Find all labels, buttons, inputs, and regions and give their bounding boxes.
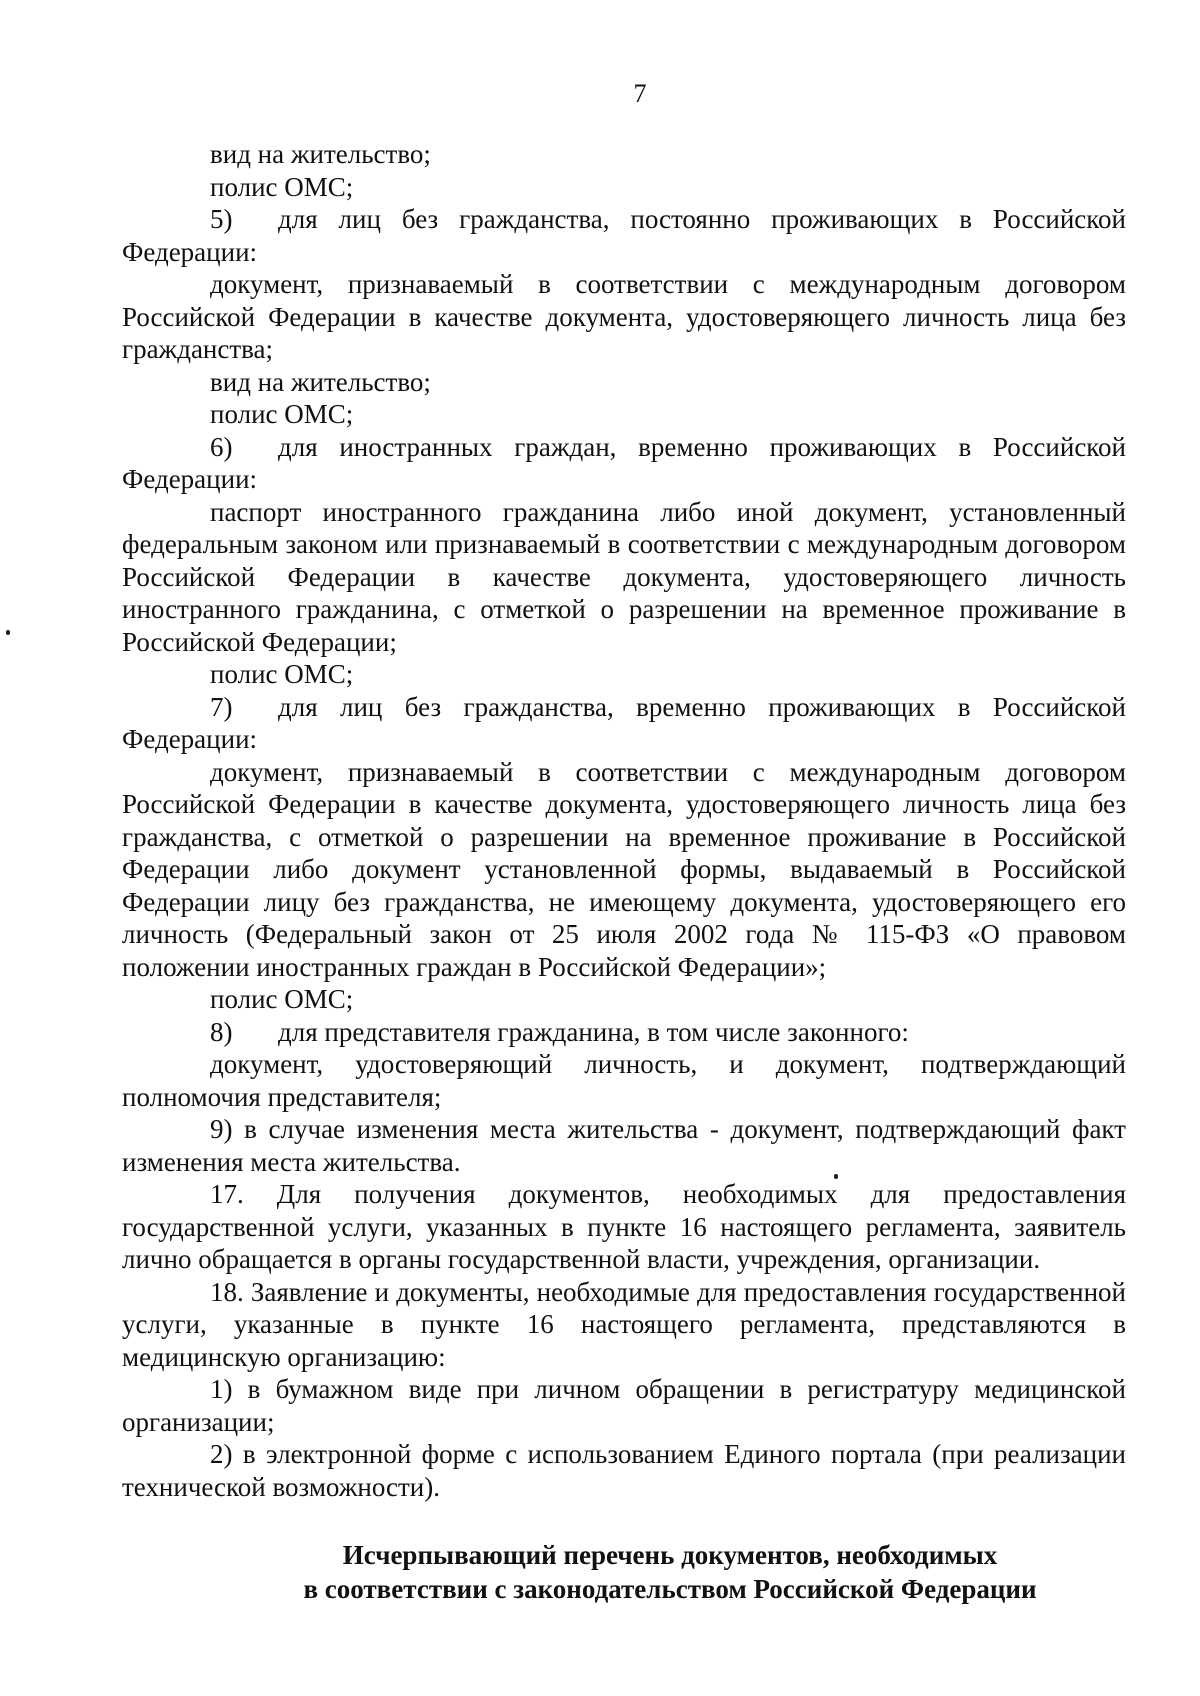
paragraph: 9) в случае изменения места жительства - документ, подтверждающий факт изменения места жительства. — [122, 1114, 1126, 1177]
list-item-text: для иностранных граждан, временно проживающих в Российской Федерации: — [122, 431, 1126, 494]
list-number: 5) — [210, 204, 233, 234]
paragraph: документ, удостоверяющий личность, и документ, подтверждающий полномочия представителя; — [122, 1049, 1126, 1112]
scan-speck — [6, 630, 10, 635]
paragraph: документ, признаваемый в соответствии с международным договором Российской Федерации в качестве документа, удостоверяющего личность лица без гражданства; — [122, 269, 1126, 364]
paragraph: полис ОМС; — [210, 984, 354, 1014]
list-item-text: для лиц без гражданства, временно проживающих в Российской Федерации: — [122, 691, 1126, 754]
page-number: 7 — [633, 79, 647, 108]
paragraph: паспорт иностранного гражданина либо иной документ, установленный федеральным законом или признаваемый в соответствии с международным договором Российской Федерации в качестве документа, удостоверяющего личность иностранного гражданина, с отметкой о разрешении на временное проживание в Российской Федерации; — [122, 496, 1126, 657]
list-item-7 — [122, 691, 1126, 756]
section-heading-line: Исчерпывающий перечень документов, необходимых — [342, 1540, 998, 1570]
paragraph: документ, признаваемый в соответствии с международным договором Российской Федерации в качестве документа, удостоверяющего личность лица без гражданства, с отметкой о разрешении на временное проживание в Российской Федерации либо документ установленной формы, выдаваемый в Российской Федерации лицу без гражданства, не имеющему документа, удостоверяющего его личность (Федеральный закон от 25 июля 2002 года № 115-ФЗ «О правовом положении иностранных граждан в Российской Федерации»; — [122, 756, 1126, 982]
list-item-8 — [122, 1016, 1126, 1049]
paragraph: 2) в электронной форме с использованием Единого портала (при реализации технической возможности). — [122, 1439, 1126, 1502]
document-body — [122, 138, 1126, 1503]
list-number: 7) — [210, 691, 233, 722]
paragraph: вид на жительство; — [210, 139, 431, 169]
list-item-text: для лиц без гражданства, постоянно проживающих в Российской Федерации: — [122, 204, 1126, 267]
paragraph: 18. Заявление и документы, необходимые для предоставления государственной услуги, указанные в пункте 16 настоящего регламента, представляются в медицинскую организацию: — [122, 1276, 1126, 1372]
paragraph: полис ОМС; — [210, 399, 354, 429]
list-item-text: для представителя гражданина, в том числе законного: — [278, 1016, 909, 1047]
list-item-5 — [122, 203, 1126, 268]
list-number: 6) — [210, 431, 233, 462]
section-heading — [220, 1538, 1120, 1606]
list-item-6 — [122, 431, 1126, 496]
paragraph: 17. Для получения документов, необходимых для предоставления государственной услуги, указанных в пункте 16 настоящего регламента, заявитель лично обращается в органы государственной власти, учреждения, организации. — [122, 1179, 1126, 1274]
scan-speck — [834, 1174, 838, 1179]
list-number: 8) — [210, 1016, 233, 1047]
section-heading-line: в соответствии с законодательством Российской Федерации — [303, 1574, 1037, 1604]
paragraph: полис ОМС; — [210, 171, 354, 202]
paragraph: 1) в бумажном виде при личном обращении в регистратуру медицинской организации; — [122, 1374, 1126, 1437]
paragraph: вид на жительство; — [210, 366, 431, 397]
paragraph: полис ОМС; — [210, 659, 354, 689]
